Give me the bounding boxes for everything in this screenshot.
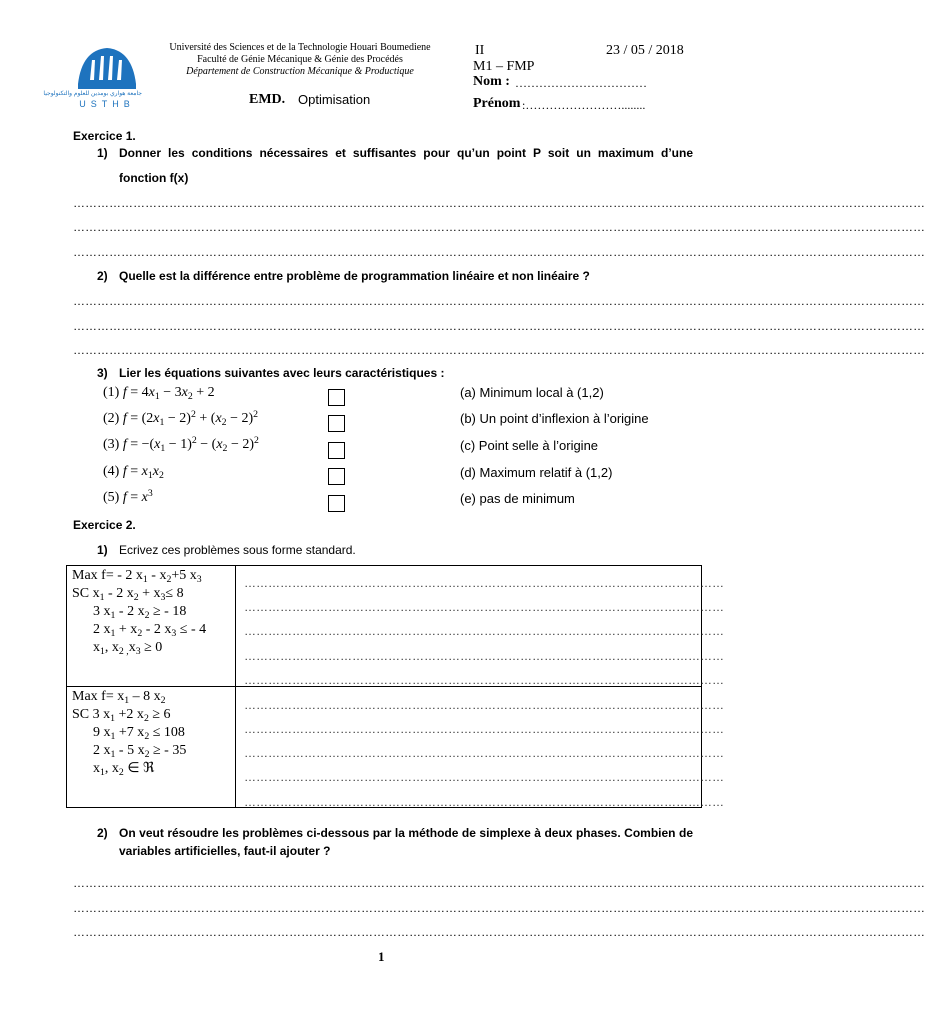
characteristic-b	[460, 411, 649, 426]
university-logo	[43, 40, 142, 110]
answer-checkbox[interactable]	[328, 442, 345, 459]
answer-line[interactable]: ……………………………………………………………………………………………………………………………………………………………………………………………	[73, 876, 925, 890]
prenom-field[interactable]: :……………………........	[522, 98, 646, 112]
answer-line[interactable]: ……………………………………………………………………………………………………………………………………………………………………………………………	[73, 294, 925, 308]
table-answer-line[interactable]: …………………………………………………………………………………………………………	[244, 722, 724, 736]
table-answer-line[interactable]: …………………………………………………………………………………………………………	[244, 576, 724, 590]
answer-line[interactable]: ……………………………………………………………………………………………………………………………………………………………………………………………	[73, 901, 925, 915]
characteristic-text: Maximum relatif à (1,2)	[479, 465, 613, 480]
equation-number: (2)	[103, 411, 120, 426]
table-answer-line[interactable]: …………………………………………………………………………………………………………	[244, 795, 724, 809]
equation-expr: $f = x_1x_2$	[122, 464, 164, 481]
problem-line: Max $f= x_1 - 8$ $x_2$	[72, 689, 166, 706]
ex2-q1-text: Ecrivez ces problèmes sous forme standard.	[119, 543, 356, 557]
characteristic-e	[460, 491, 575, 506]
problem-line: 2 $x_1 + x_2 - 2$ $x_3$ ≤ - 4	[72, 622, 207, 639]
answer-checkbox[interactable]	[328, 389, 345, 406]
exam-subject: Optimisation	[298, 92, 371, 107]
answer-line[interactable]: ……………………………………………………………………………………………………………………………………………………………………………………………	[73, 196, 925, 210]
equation-expr: $f = 4x_1 - 3x_2 + 2$	[122, 385, 215, 402]
ex2-q2-text-cont: variables artificielles, faut-il ajouter ?	[119, 844, 331, 858]
characteristic-text: Minimum local à (1,2)	[479, 385, 604, 400]
equation-3	[103, 437, 259, 453]
page-number: 1	[378, 949, 385, 964]
problem-line: 2 $x_1 - 5$ $x_2$ ≥ - 35	[72, 743, 187, 760]
exam-date: 23 / 05 / 2018	[606, 43, 684, 58]
ex2-q1-number: 1)	[97, 543, 108, 557]
problem-line: SC 3 $x_1 +2$ $x_2 \ge 6$	[72, 707, 171, 724]
ex2-q2-text: On veut résoudre les problèmes ci-dessous par la méthode de simplexe à deux phases. Combien de	[119, 826, 693, 840]
characteristic-d	[460, 465, 612, 480]
university-name: Université des Sciences et de la Technologie Houari Boumediene	[169, 42, 431, 53]
answer-line[interactable]: ……………………………………………………………………………………………………………………………………………………………………………………………	[73, 925, 925, 939]
characteristic-key: (a)	[460, 385, 476, 400]
faculty-name: Faculté de Génie Mécanique & Génie des Procédés	[197, 54, 403, 65]
logo-caption: USTHB	[79, 99, 135, 109]
problem-1	[72, 567, 206, 657]
characteristic-key: (b)	[460, 411, 476, 426]
problem-line: Max f= - 2 $x_1 - x_2+5$ $x_3$	[72, 568, 202, 585]
equation-expr: $f = -(x_1 - 1)^2 - (x_2 - 2)^2$	[122, 435, 259, 454]
characteristic-text: pas de minimum	[479, 491, 575, 506]
table-answer-line[interactable]: …………………………………………………………………………………………………………	[244, 649, 724, 663]
problem-line: $x_1$, $x_{2 ,}x_3 \ge 0$	[72, 640, 163, 657]
ex1-q2-text: Quelle est la différence entre problème de programmation linéaire et non linéaire ?	[119, 269, 590, 283]
ex1-q2-number: 2)	[97, 269, 108, 283]
answer-line[interactable]: ……………………………………………………………………………………………………………………………………………………………………………………………	[73, 245, 925, 259]
level-label: M1 – FMP	[473, 59, 535, 74]
answer-checkbox[interactable]	[328, 468, 345, 485]
problem-line: 3 $x_1 - 2$ $x_2$ ≥ - 18	[72, 604, 187, 621]
equation-number: (1)	[103, 385, 120, 400]
table-answer-line[interactable]: …………………………………………………………………………………………………………	[244, 698, 724, 712]
answer-line[interactable]: ……………………………………………………………………………………………………………………………………………………………………………………………	[73, 220, 925, 234]
answer-line[interactable]: ……………………………………………………………………………………………………………………………………………………………………………………………	[73, 319, 925, 333]
ex1-q3-number: 3)	[97, 366, 108, 380]
equation-number: (4)	[103, 464, 120, 479]
nom-field[interactable]: ……………………………	[515, 76, 647, 90]
table-answer-line[interactable]: …………………………………………………………………………………………………………	[244, 746, 724, 760]
nom-label: Nom :	[473, 74, 510, 89]
characteristic-text: Un point d’inflexion à l’origine	[479, 411, 649, 426]
exercice1-title: Exercice 1.	[73, 129, 136, 143]
characteristic-text: Point selle à l’origine	[478, 438, 599, 453]
group-label: II	[475, 43, 485, 58]
ex1-q1-text: Donner les conditions nécessaires et suffisantes pour qu’un point P soit un maximum d’une	[119, 146, 693, 160]
problem-2	[72, 688, 186, 778]
exercice2-title: Exercice 2.	[73, 518, 136, 532]
characteristic-key: (e)	[460, 491, 476, 506]
equation-expr: $f = (2x_1 - 2)^2 + (x_2 - 2)^2$	[122, 409, 259, 428]
ex1-q1-text-cont: fonction f(x)	[119, 171, 189, 185]
equation-number: (5)	[103, 490, 120, 505]
answer-checkbox[interactable]	[328, 415, 345, 432]
answer-checkbox[interactable]	[328, 495, 345, 512]
prenom-label: Prénom	[473, 96, 521, 111]
problem-line: SC $x_1 - 2$ $x_2 + x_3\le 8$	[72, 586, 184, 603]
table-answer-line[interactable]: …………………………………………………………………………………………………………	[244, 624, 724, 638]
ex1-q1-number: 1)	[97, 146, 108, 160]
answer-line[interactable]: ……………………………………………………………………………………………………………………………………………………………………………………………	[73, 343, 925, 357]
characteristic-a	[460, 385, 604, 400]
characteristic-key: (c)	[460, 438, 476, 453]
equation-expr: $f = x^3$	[122, 488, 153, 505]
exam-type: EMD.	[249, 92, 286, 107]
logo-arabic-text: جامعة هواري بومدين للعلوم والتكنولوجيا	[43, 91, 142, 97]
table-answer-line[interactable]: …………………………………………………………………………………………………………	[244, 673, 724, 687]
equation-1	[103, 385, 215, 401]
equation-4	[103, 464, 164, 480]
table-answer-line[interactable]: …………………………………………………………………………………………………………	[244, 770, 724, 784]
ex1-q3-text: Lier les équations suivantes avec leurs caractéristiques :	[119, 366, 445, 380]
equation-2	[103, 411, 258, 427]
equation-5	[103, 490, 153, 506]
table-answer-line[interactable]: …………………………………………………………………………………………………………	[244, 600, 724, 614]
department-name: Département de Construction Mécanique & Productique	[186, 66, 414, 77]
characteristic-c	[460, 438, 598, 453]
problem-line: $x_1$, $x_2$ ∈ ℜ	[72, 761, 155, 778]
characteristic-key: (d)	[460, 465, 476, 480]
ex2-q2-number: 2)	[97, 826, 108, 840]
problem-line: 9 $x_1 +7$ $x_2 \le 108$	[72, 725, 185, 742]
equation-number: (3)	[103, 437, 120, 452]
